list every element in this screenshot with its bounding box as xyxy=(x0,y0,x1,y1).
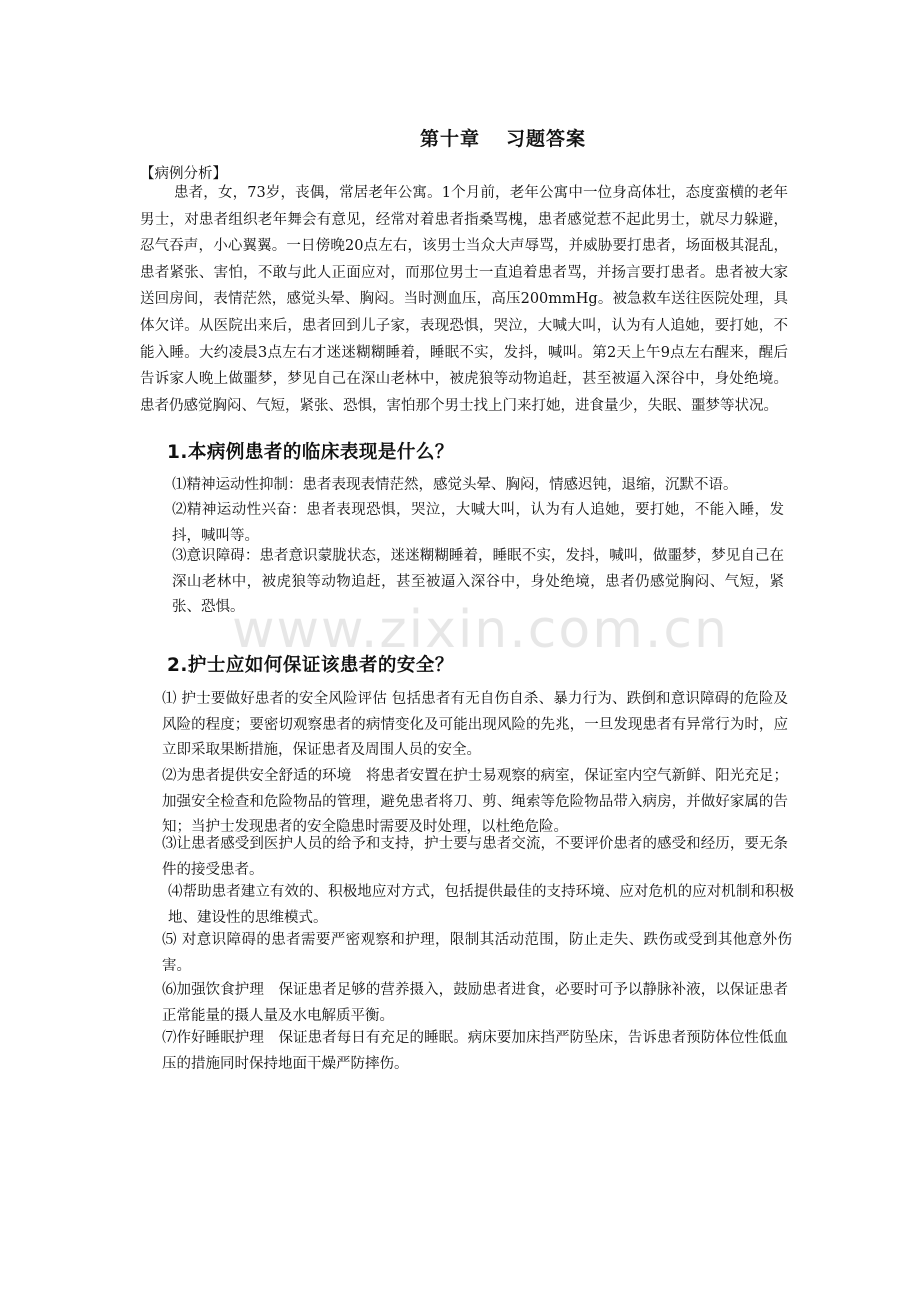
question-2-heading: 2.护士应如何保证该患者的安全？ xyxy=(167,655,454,676)
question-1-heading: 1.本病例患者的临床表现是什么？ xyxy=(167,442,454,463)
case-analysis-label: 【病例分析】 xyxy=(140,166,227,182)
q1-answer-1: ⑴精神运动性抑制：患者表现表情茫然，感觉头晕、胸闷，情感迟钝，退缩，沉默不语。 xyxy=(172,477,738,493)
q2-answer-4: ⑷帮助患者建立有效的、积极地应对方式，包括提供最佳的支持环境、应对危机的应对机制和积极地、建设性的思维模式。 xyxy=(168,884,794,926)
case-description: 患者，女，73岁，丧偶，常居老年公寓。1个月前，老年公寓中一位身高体壮，态度蛮横的老年男士，对患者组织老年舞会有意见，经常对着患者指桑骂槐，患者感觉惹不起此男士，就尽力躲避，忍气吞声，小心翼翼。一日傍晚20点左右，该男士当众大声辱骂，并威胁要打患者，场面极其混乱，患者紧张、害怕，不敢与此人正面应对，而那位男士一直追着患者骂，并扬言要打患者。患者被大家送回房间，表情茫然，感觉头晕、胸闷。当时测血压，高压200mmHg。被急救车送往医院处理，具体欠详。从医院出来后，患者回到儿子家，表现恐惧，哭泣，大喊大叫，认为有人追她，要打她，不能入睡。大约凌晨3点左右才迷迷糊糊睡着，睡眠不实，发抖，喊叫。第2天上午9点左右醒来，醒后告诉家人晚上做噩梦，梦见自己在深山老林中，被虎狼等动物追赶，甚至被逼入深谷中，身处绝境。患者仍感觉胸闷、气短，紧张、恐惧，害怕那个男士找上门来打她，进食量少，失眠、噩梦等状况。 xyxy=(140,185,788,414)
q2-answer-3: ⑶让患者感受到医护人员的给予和支持，护士要与患者交流，不要评价患者的感受和经历，要无条件的接受患者。 xyxy=(162,836,788,878)
title-text: 习题答案 xyxy=(506,128,587,150)
q2-answer-2: ⑵为患者提供安全舒适的环境 将患者安置在护士易观察的病室，保证室内空气新鲜、阳光充足；加强安全检查和危险物品的管理，避免患者将刀、剪、绳索等危险物品带入病房，并做好家属的告知；当护士发现患者的安全隐患时需要及时处理，以杜绝危险。 xyxy=(162,768,788,835)
q2-answer-7: ⑺作好睡眠护理 保证患者每日有充足的睡眠。病床要加床挡严防坠床，告诉患者预防体位性低血压的措施同时保持地面干燥严防摔伤。 xyxy=(162,1030,788,1072)
q2-answer-1: ⑴ 护士要做好患者的安全风险评估 包括患者有无自伤自杀、暴力行为、跌倒和意识障碍的危险及风险的程度；要密切观察患者的病情变化及可能出现风险的先兆，一旦发现患者有异常行为时，应立即采取果断措施，保证患者及周围人员的安全。 xyxy=(162,691,788,758)
q1-answer-2: ⑵精神运动性兴奋：患者表现恐惧，哭泣，大喊大叫，认为有人追她，要打她，不能入睡，发抖，喊叫等。 xyxy=(172,502,784,544)
q1-answer-3: ⑶意识障碍：患者意识蒙胧状态，迷迷糊糊睡着，睡眠不实，发抖，喊叫，做噩梦，梦见自己在深山老林中，被虎狼等动物追赶，甚至被逼入深谷中，身处绝境，患者仍感觉胸闷、气短，紧张、恐惧。 xyxy=(172,548,784,615)
watermark: www.zixin.com.cn xyxy=(232,600,729,660)
chapter-label: 第十章 xyxy=(419,128,480,150)
q2-answer-5: ⑸ 对意识障碍的患者需要严密观察和护理，限制其活动范围，防止走失、跌伤或受到其他意外伤害。 xyxy=(162,932,792,974)
q2-answer-6: ⑹加强饮食护理 保证患者足够的营养摄入，鼓励患者进食，必要时可予以静脉补液，以保证患者正常能量的摄人量及水电解质平衡。 xyxy=(162,982,788,1024)
page-title xyxy=(0,124,920,151)
